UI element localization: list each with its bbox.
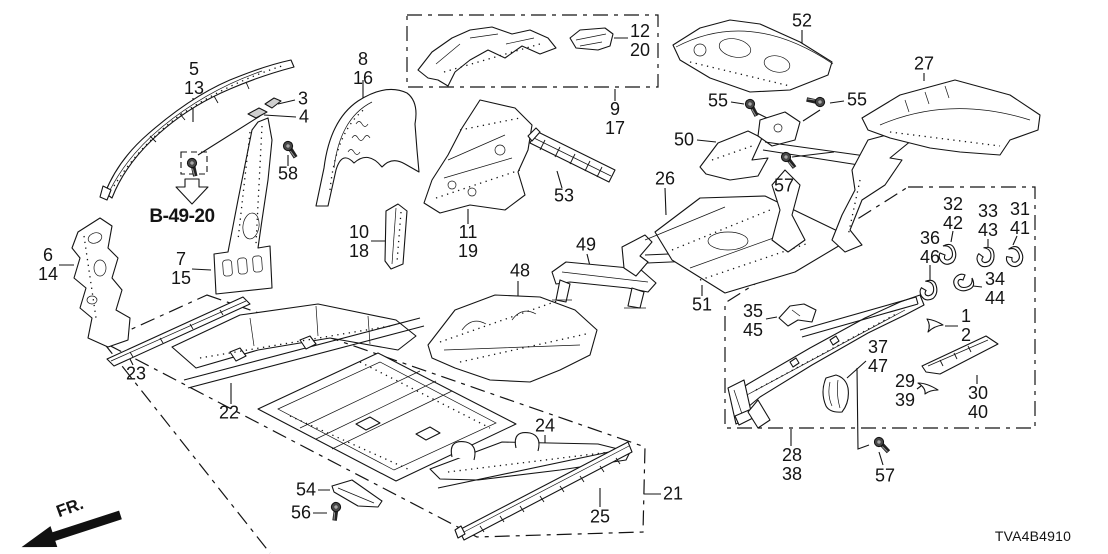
callout-8-16: 8 16 — [352, 49, 374, 88]
callout-11-19: 11 19 — [457, 222, 479, 261]
callout-5-13: 5 13 — [183, 59, 205, 98]
reference-code-label: B-49-20 — [149, 206, 215, 227]
part-29-39-clip — [918, 383, 938, 394]
part-11-19-quarter-inner-panel — [424, 100, 532, 213]
part-37-47-mud-guard — [823, 375, 848, 412]
callout-57T: 57 — [773, 175, 795, 196]
callout-4: 4 — [298, 106, 310, 127]
part-55-bolt-left — [742, 98, 761, 116]
callout-29-39: 29 39 — [894, 371, 916, 410]
callout-28-38: 28 38 — [781, 445, 803, 484]
part-31-41-clip — [1005, 245, 1025, 267]
part-7-15-center-pillar-inner — [214, 118, 272, 294]
part-52-rear-shelf — [673, 20, 833, 92]
part-34-44-clip — [954, 274, 974, 291]
callout-3: 3 — [297, 88, 309, 109]
callout-35-45: 35 45 — [742, 301, 764, 340]
part-33-43-clip — [975, 245, 996, 268]
part-32-42-clip — [939, 244, 956, 264]
part-57-bolt-top — [779, 151, 797, 167]
callout-26: 26 — [654, 168, 676, 189]
reference-callout-b4920 — [176, 152, 208, 204]
callout-57B: 57 — [874, 465, 896, 486]
reference-bolt-icon — [183, 157, 203, 177]
part-4-bracket — [248, 108, 267, 118]
part-36-46-clip — [919, 279, 938, 301]
callout-7-15: 7 15 — [170, 249, 192, 288]
front-direction-label: FR. — [53, 493, 86, 522]
part-53-crossmember — [528, 128, 615, 182]
callout-23: 23 — [125, 363, 147, 384]
part-12-20-bracket — [570, 28, 613, 50]
callout-48: 48 — [509, 260, 531, 281]
callout-36-46: 36 46 — [919, 228, 941, 267]
callout-24: 24 — [534, 415, 556, 436]
callout-12-20: 12 20 — [629, 21, 651, 60]
callout-25: 25 — [589, 506, 611, 527]
callout-33-43: 33 43 — [977, 201, 999, 240]
part-6-14-front-pillar-lower-inner — [72, 218, 130, 347]
callout-34-44: 34 44 — [984, 269, 1006, 308]
callout-55R: 55 — [846, 89, 868, 110]
callout-21: 21 — [662, 483, 684, 504]
part-3-bracket — [265, 98, 281, 108]
callout-52: 52 — [791, 10, 813, 31]
part-58-bolt — [281, 140, 300, 157]
part-35-45-bracket — [779, 304, 816, 326]
part-9-17-dashboard-upper — [418, 27, 556, 86]
callout-56: 56 — [290, 502, 312, 523]
down-arrow-icon — [176, 179, 208, 204]
callout-32-42: 32 42 — [942, 194, 964, 233]
callout-30-40: 30 40 — [967, 383, 989, 422]
callout-6-14: 6 14 — [37, 245, 59, 284]
diagram-part-code: TVA4B4910 — [994, 528, 1072, 544]
callout-55L: 55 — [707, 90, 729, 111]
part-10-18-quarter-stiffener — [385, 204, 407, 269]
callout-31-41: 31 41 — [1009, 199, 1031, 238]
callout-1-2: 1 2 — [960, 306, 972, 345]
part-1-2-clip — [927, 319, 943, 332]
callout-58: 58 — [277, 163, 299, 184]
callout-51: 51 — [691, 294, 713, 315]
callout-49: 49 — [575, 234, 597, 255]
callout-50: 50 — [673, 129, 695, 150]
callout-22: 22 — [218, 402, 240, 423]
callout-9-17: 9 17 — [604, 99, 626, 138]
callout-53: 53 — [553, 185, 575, 206]
part-26-floor-pan-front — [645, 196, 852, 293]
callout-10-18: 10 18 — [348, 222, 370, 261]
part-56-bolt — [327, 501, 346, 521]
callout-27: 27 — [913, 53, 935, 74]
part-48-floor-stiffener — [428, 295, 597, 382]
callout-37-47: 37 47 — [867, 337, 889, 376]
part-55-bolt-right — [807, 93, 826, 111]
part-8-16-rear-wheelhouse-upper — [316, 89, 419, 206]
callout-54: 54 — [295, 479, 317, 500]
part-57-bolt-bottom — [873, 437, 891, 452]
